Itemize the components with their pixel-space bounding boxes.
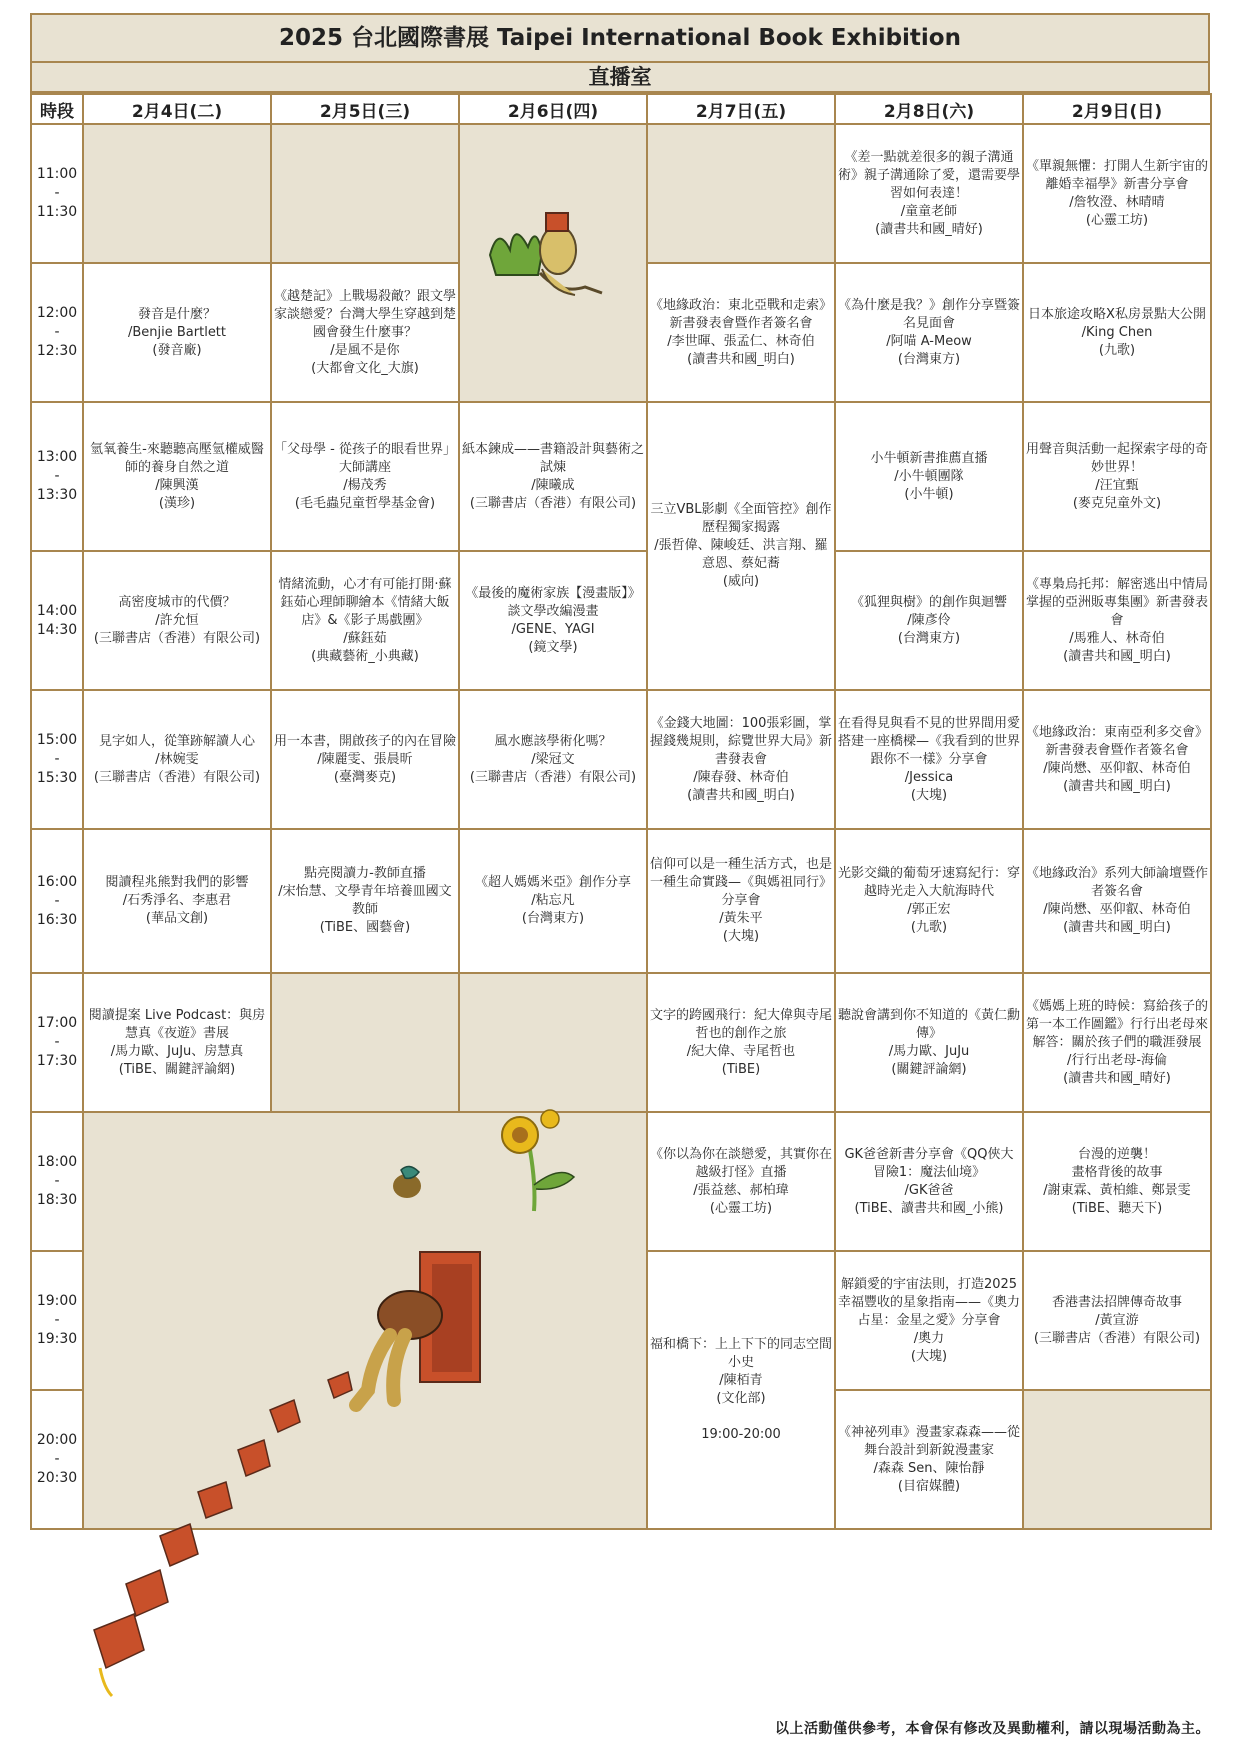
event-cell: 《差一點就差很多的親子溝通術》親子溝通除了愛，還需要學習如何表達！ /童童老師 (讀書共和國_晴好): [835, 124, 1023, 263]
column-header-feb5: 2月5日(三): [271, 94, 459, 124]
event-cell: 小牛頓新書推薦直播 /小牛頓團隊 (小牛頓): [835, 402, 1023, 551]
header-row: [31, 94, 1211, 124]
event-cell: 在看得見與看不見的世界間用愛搭建一座橋樑—《我看到的世界跟你不一樣》分享會 /Jessica (大塊): [835, 690, 1023, 829]
event-cell: 信仰可以是一種生活方式，也是一種生命實踐—《與媽祖同行》分享會 /黃朱平 (大塊): [647, 829, 835, 973]
empty-slot: [83, 1112, 647, 1529]
event-cell: 《最後的魔術家族【漫畫版】》談文學改編漫畫 /GENE、YAGI (鏡文學): [459, 551, 647, 690]
time-slot: 19:00 - 19:30: [31, 1251, 83, 1390]
column-header-feb4: 2月4日(二): [83, 94, 271, 124]
time-slot: 16:00 - 16:30: [31, 829, 83, 973]
event-cell: 《超人媽媽米亞》創作分享 /粘忘凡 (台灣東方): [459, 829, 647, 973]
event-cell: 《神祕列車》漫畫家森森——從舞台設計到新銳漫畫家 /森森 Sen、陳怡靜 (目宿媒體): [835, 1390, 1023, 1529]
event-cell: 《地緣政治》系列大師論壇暨作者簽名會 /陳尚懋、巫仰叡、林奇伯 (讀書共和國_明白): [1023, 829, 1211, 973]
table-row: [31, 973, 1211, 1112]
event-cell: 閱讀程兆熊對我們的影響 /石秀淨名、李惠君 (華品文創): [83, 829, 271, 973]
column-header-feb9: 2月9日(日): [1023, 94, 1211, 124]
page-title: 2025 台北國際書展 Taipei International Book Exhibition: [30, 13, 1210, 63]
table-row: [31, 829, 1211, 973]
event-cell: 《為什麼是我？》創作分享暨簽名見面會 /阿喵 A-Meow (台灣東方): [835, 263, 1023, 402]
event-cell: 《你以為你在談戀愛，其實你在越級打怪》直播 /張益慈、郝柏瑋 (心靈工坊): [647, 1112, 835, 1251]
time-slot: 13:00 - 13:30: [31, 402, 83, 551]
time-slot: 17:00 - 17:30: [31, 973, 83, 1112]
event-cell: 《地緣政治：東北亞戰和走索》新書發表會暨作者簽名會 /李世暉、張孟仁、林奇伯 (讀書共和國_明白): [647, 263, 835, 402]
event-cell: 聽說會講到你不知道的《黃仁勳傳》 /馬力歐、JuJu (關鍵評論網): [835, 973, 1023, 1112]
empty-slot: [459, 124, 647, 402]
event-cell: 發音是什麼？ /Benjie Bartlett (發音廠): [83, 263, 271, 402]
event-cell: 見字如人，從筆跡解讀人心 /林婉雯 (三聯書店（香港）有限公司): [83, 690, 271, 829]
schedule-table: [30, 93, 1212, 1530]
time-slot: 15:00 - 15:30: [31, 690, 83, 829]
event-cell: 風水應該學術化嗎？ /梁冠文 (三聯書店（香港）有限公司): [459, 690, 647, 829]
event-cell: 光影交織的葡萄牙速寫紀行：穿越時光走入大航海時代 /郭正宏 (九歌): [835, 829, 1023, 973]
room-title: 直播室: [30, 63, 1210, 93]
event-cell: 高密度城市的代價？ /許允恒 (三聯書店（香港）有限公司): [83, 551, 271, 690]
column-header-feb6: 2月6日(四): [459, 94, 647, 124]
empty-slot: [271, 973, 459, 1112]
event-cell: 用聲音與活動一起探索字母的奇妙世界！ /汪宜甄 (麥克兒童外文): [1023, 402, 1211, 551]
event-cell: 情緒流動，心才有可能打開‧蘇鈺茹心理師聊繪本《情緒大飯店》&《影子馬戲團》 /蘇鈺茹 (典藏藝術_小典藏): [271, 551, 459, 690]
event-cell: 三立VBL影劇《全面管控》創作歷程獨家揭露 /張哲偉、陳峻廷、洪言翔、羅意恩、蔡妃蕎 (威向): [647, 402, 835, 690]
event-cell: 解鎖愛的宇宙法則，打造2025幸福豐收的星象指南——《奧力占星：金星之愛》分享會 /奧力 (大塊): [835, 1251, 1023, 1390]
time-slot: 11:00 - 11:30: [31, 124, 83, 263]
empty-slot: [83, 124, 271, 263]
event-cell: 氫氧養生-來聽聽高壓氫權威醫師的養身自然之道 /陳興漢 (漢珍): [83, 402, 271, 551]
event-cell: 《越楚記》上戰場殺敵？跟文學家談戀愛？台灣大學生穿越到楚國會發生什麼事？ /是風不是你 (大都會文化_大旗): [271, 263, 459, 402]
time-slot: 12:00 - 12:30: [31, 263, 83, 402]
event-cell: 台漫的逆襲！ 畫格背後的故事 /謝東霖、黃柏維、鄭景雯 (TiBE、聽天下): [1023, 1112, 1211, 1251]
schedule-sheet: [30, 13, 1210, 1530]
empty-slot: [459, 973, 647, 1112]
table-row: [31, 690, 1211, 829]
table-row: [31, 551, 1211, 690]
disclaimer-footer: 以上活動僅供參考，本會保有修改及異動權利，請以現場活動為主。: [775, 1721, 1210, 1737]
table-row: [31, 124, 1211, 263]
event-cell: 《媽媽上班的時候：寫給孩子的第一本工作圖鑑》行行出老母來解答：關於孩子們的職涯發展 /行行出老母-海倫 (讀書共和國_晴好): [1023, 973, 1211, 1112]
column-header-feb7: 2月7日(五): [647, 94, 835, 124]
time-slot: 14:00 14:30: [31, 551, 83, 690]
event-cell: 《地緣政治：東南亞利多交會》新書發表會暨作者簽名會 /陳尚懋、巫仰叡、林奇伯 (讀書共和國_明白): [1023, 690, 1211, 829]
event-cell: 《狐狸與樹》的創作與迴響 /陳彥伶 (台灣東方): [835, 551, 1023, 690]
event-cell: 《單親無懼：打開人生新宇宙的離婚幸福學》新書分享會 /詹牧澄、林晴晴 (心靈工坊): [1023, 124, 1211, 263]
event-cell: 閱讀提案 Live Podcast：與房慧真《夜遊》書展 /馬力歐、JuJu、房慧真 (TiBE、關鍵評論網): [83, 973, 271, 1112]
event-cell: 用一本書，開啟孩子的內在冒險 /陳麗雯、張晨昕 (臺灣麥克): [271, 690, 459, 829]
event-cell: 福和橋下：上上下下的同志空間小史 /陳栢青 (文化部) 19:00-20:00: [647, 1251, 835, 1529]
event-cell: 香港書法招牌傳奇故事 /黃宣游 (三聯書店（香港）有限公司): [1023, 1251, 1211, 1390]
event-cell: 文字的跨國飛行：紀大偉與寺尾哲也的創作之旅 /紀大偉、寺尾哲也 (TiBE): [647, 973, 835, 1112]
empty-slot: [1023, 1390, 1211, 1529]
event-cell: 《專梟烏托邦：解密逃出中情局掌握的亞洲販專集團》新書發表會 /馬雅人、林奇伯 (讀書共和國_明白): [1023, 551, 1211, 690]
table-row: [31, 402, 1211, 551]
time-slot: 18:00 - 18:30: [31, 1112, 83, 1251]
event-cell: 《金錢大地圖：100張彩圖，掌握錢幾規則，綜覽世界大局》新書發表會 /陳春發、林奇伯 (讀書共和國_明白): [647, 690, 835, 829]
empty-slot: [647, 124, 835, 263]
event-cell: 日本旅途攻略X私房景點大公開 /King Chen (九歌): [1023, 263, 1211, 402]
event-cell: GK爸爸新書分享會《QQ俠大冒險1：魔法仙境》 /GK爸爸 (TiBE、讀書共和國_小熊): [835, 1112, 1023, 1251]
time-slot: 20:00 - 20:30: [31, 1390, 83, 1529]
table-row: [31, 1112, 1211, 1251]
empty-slot: [271, 124, 459, 263]
event-cell: 「父母學 - 從孩子的眼看世界」大師講座 /楊茂秀 (毛毛蟲兒童哲學基金會): [271, 402, 459, 551]
event-cell: 點亮閱讀力-教師直播 /宋怡慧、文學青年培養皿國文教師 (TiBE、國藝會): [271, 829, 459, 973]
column-header-time: 時段: [31, 94, 83, 124]
event-cell: 紙本鍊成——書籍設計與藝術之試煉 /陳曦成 (三聯書店（香港）有限公司): [459, 402, 647, 551]
column-header-feb8: 2月8日(六): [835, 94, 1023, 124]
